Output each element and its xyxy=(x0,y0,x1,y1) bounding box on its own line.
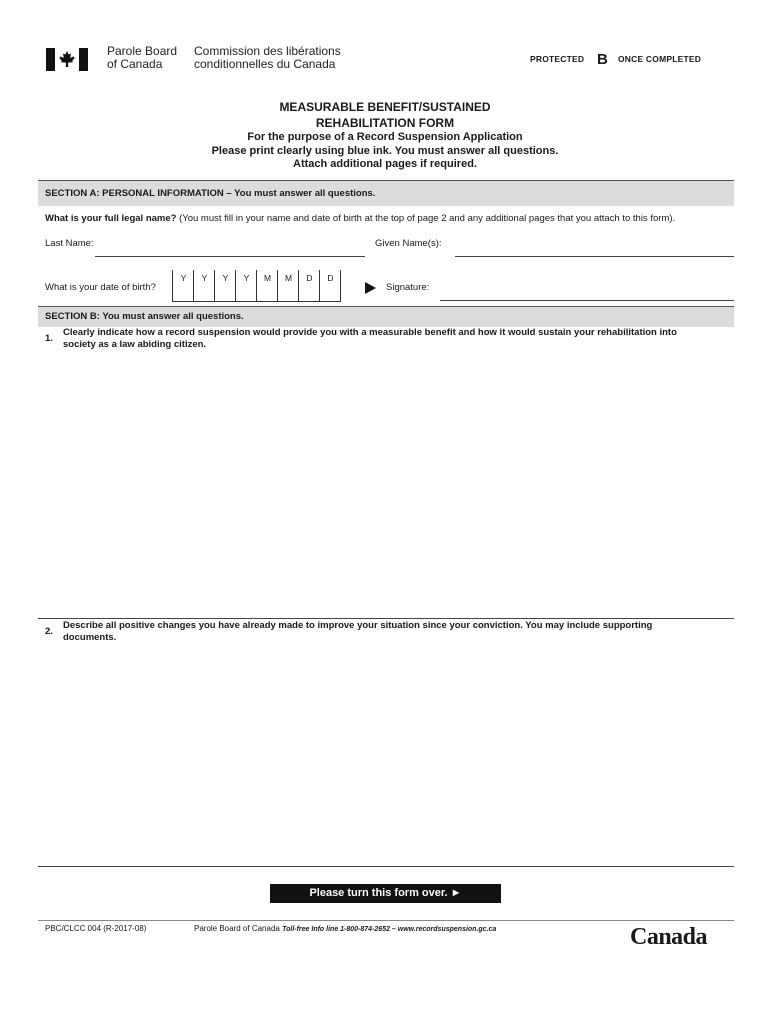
dob-placeholder: Y xyxy=(201,273,208,283)
given-names-field[interactable] xyxy=(455,240,734,256)
form-subtitle-1: For the purpose of a Record Suspension Application xyxy=(247,131,523,143)
dob-box-right-edge xyxy=(340,270,341,302)
legal-name-note: (You must fill in your name and date of birth at the top of page 2 and any additional pages that you attach to this form). xyxy=(176,213,676,224)
given-names-underline xyxy=(455,256,734,257)
protected-label: PROTECTED xyxy=(530,54,585,64)
signature-underline xyxy=(440,300,734,301)
dob-cell[interactable] xyxy=(319,270,341,302)
dob-placeholder: Y xyxy=(180,273,187,283)
dob-placeholder: M xyxy=(263,273,272,283)
protected-level: B xyxy=(597,51,608,68)
question-1-divider xyxy=(38,618,734,619)
question-1-line1: Clearly indicate how a record suspension would provide you with a measurable benefit and how it would sustain your rehabilitation into xyxy=(63,327,677,338)
canada-flag-icon xyxy=(46,48,88,71)
org-name-english xyxy=(107,45,177,71)
question-2-answer-area[interactable] xyxy=(38,645,734,863)
footer-board xyxy=(194,924,496,933)
signature-label: Signature: xyxy=(386,282,430,293)
dob-label: What is your date of birth? xyxy=(45,282,156,293)
dob-cell[interactable] xyxy=(193,270,215,302)
legal-name-question-bold: What is your full legal name? xyxy=(45,213,177,224)
question-1-line2: society as a law abiding citizen. xyxy=(63,338,207,350)
question-2-number: 2. xyxy=(45,626,53,637)
org-fr-line1: Commission des libérations xyxy=(194,44,341,58)
org-en-line2: of Canada xyxy=(107,57,163,71)
footer-rule xyxy=(38,920,734,921)
form-subtitle-2: Please print clearly using blue ink. You must answer all questions. xyxy=(211,145,559,157)
dob-placeholder: Y xyxy=(243,273,250,283)
dob-cell[interactable] xyxy=(277,270,299,302)
question-1-answer-area[interactable] xyxy=(38,352,734,616)
footer-board-name: Parole Board of Canada xyxy=(194,924,280,933)
org-fr-line2: conditionnelles du Canada xyxy=(194,57,336,71)
form-subtitle-3: Attach additional pages if required. xyxy=(293,158,477,170)
last-name-label: Last Name: xyxy=(45,238,94,249)
question-2-text xyxy=(63,620,743,643)
org-name-french xyxy=(194,45,341,71)
dob-field[interactable] xyxy=(172,270,344,302)
dob-box-bottom-edge xyxy=(172,301,341,302)
dob-placeholder: D xyxy=(327,273,334,283)
section-b-heading: SECTION B: You must answer all questions. xyxy=(45,311,244,322)
canada-wordmark: Canada xyxy=(630,924,708,950)
section-a-heading: SECTION A: PERSONAL INFORMATION – You must answer all questions. xyxy=(45,188,376,199)
question-2-divider xyxy=(38,866,734,867)
form-code: PBC/CLCC 004 (R-2017-08) xyxy=(45,924,147,933)
turn-over-banner: Please turn this form over. ► xyxy=(270,884,501,903)
last-name-underline xyxy=(95,256,365,257)
dob-cell[interactable] xyxy=(214,270,236,302)
question-2-line2: documents. xyxy=(63,631,117,643)
footer-info-line: Toll-free Info line 1-800-874-2652 – www.recordsuspension.gc.ca xyxy=(282,926,497,933)
dob-cell[interactable] xyxy=(235,270,257,302)
given-names-label: Given Name(s): xyxy=(375,238,442,249)
question-1-number: 1. xyxy=(45,333,53,344)
dob-cell[interactable] xyxy=(298,270,320,302)
question-2-line1: Describe all positive changes you have already made to improve your situation since your conviction. You may include supporting xyxy=(63,620,653,631)
org-en-line1: Parole Board xyxy=(107,44,178,58)
dob-placeholder: Y xyxy=(222,273,229,283)
last-name-field[interactable] xyxy=(95,240,365,256)
signature-field[interactable] xyxy=(440,284,734,300)
form-title-line1: MEASURABLE BENEFIT/SUSTAINED xyxy=(279,100,491,114)
right-arrow-icon xyxy=(365,282,376,294)
dob-cell[interactable] xyxy=(172,270,194,302)
legal-name-question xyxy=(45,213,675,224)
question-1-text xyxy=(63,327,743,350)
dob-placeholder: D xyxy=(306,273,313,283)
form-title-line2: REHABILITATION FORM xyxy=(315,116,455,130)
once-completed-label: ONCE COMPLETED xyxy=(618,54,702,64)
dob-cell[interactable] xyxy=(256,270,278,302)
dob-placeholder: M xyxy=(284,273,293,283)
